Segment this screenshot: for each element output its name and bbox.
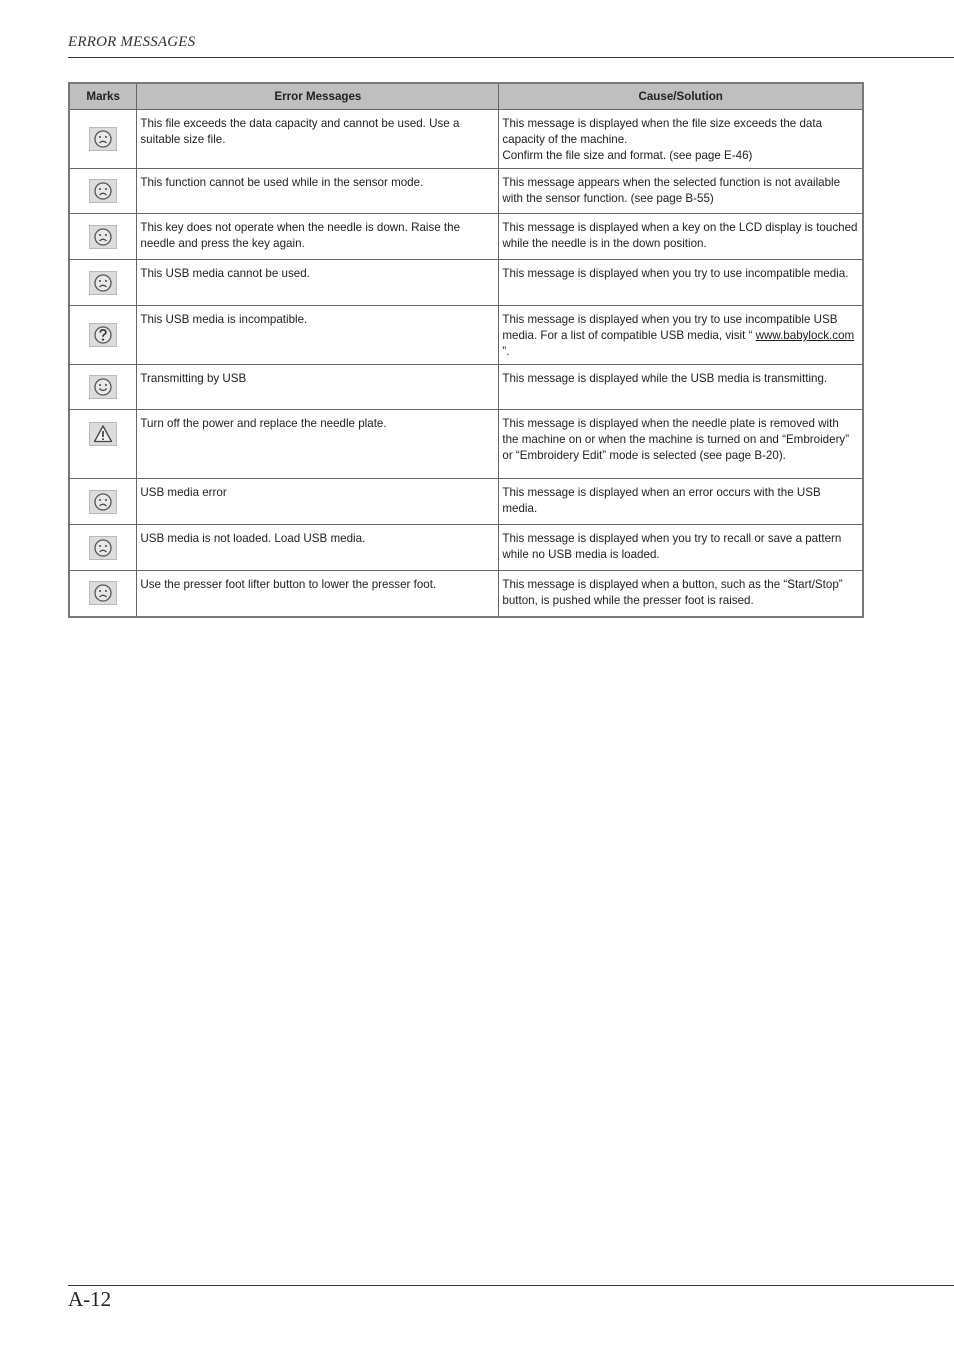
question-icon	[89, 323, 117, 347]
sad-face-icon	[89, 225, 117, 249]
cause-solution: This message is displayed when an error occurs with the USB media.	[499, 479, 863, 525]
table-row	[69, 306, 863, 365]
cause-solution: This message is displayed when you try to use incompatible media.	[499, 260, 863, 306]
mark-cell	[69, 169, 137, 214]
warning-icon	[89, 422, 117, 446]
sad-face-icon	[89, 490, 117, 514]
cause-solution	[499, 306, 863, 365]
footer-rule	[68, 1285, 954, 1286]
cause-text-end: ”.	[502, 345, 510, 358]
mark-cell	[69, 260, 137, 306]
table-row	[69, 410, 863, 479]
sad-face-icon	[89, 127, 117, 151]
error-message: USB media is not loaded. Load USB media.	[137, 525, 499, 571]
sad-face-icon	[89, 179, 117, 203]
error-messages-table	[68, 82, 864, 618]
column-header-error-messages: Error Messages	[137, 83, 499, 110]
cause-solution: This message is displayed when you try to recall or save a pattern while no USB media is loaded.	[499, 525, 863, 571]
mark-cell	[69, 365, 137, 410]
cause-solution: This message is displayed when the needle plate is removed with the machine on or when the machine is turned on and “Embroidery” or “Embroidery Edit” mode is selected (see page B-20).	[499, 410, 863, 479]
mark-cell	[69, 571, 137, 617]
table-row	[69, 169, 863, 214]
header-rule	[68, 57, 954, 58]
sad-face-icon	[89, 271, 117, 295]
error-message: USB media error	[137, 479, 499, 525]
table-header-row	[69, 83, 863, 110]
table-row	[69, 525, 863, 571]
error-message: Turn off the power and replace the needle plate.	[137, 410, 499, 479]
error-message: This function cannot be used while in the sensor mode.	[137, 169, 499, 214]
error-message: This USB media cannot be used.	[137, 260, 499, 306]
sad-face-icon	[89, 536, 117, 560]
mark-cell	[69, 110, 137, 169]
column-header-cause-solution: Cause/Solution	[499, 83, 863, 110]
error-message: This file exceeds the data capacity and cannot be used. Use a suitable size file.	[137, 110, 499, 169]
table-row	[69, 365, 863, 410]
section-title: ERROR MESSAGES	[68, 34, 196, 50]
cause-line: Confirm the file size and format. (see page E-46)	[502, 149, 753, 162]
error-message: Use the presser foot lifter button to lower the presser foot.	[137, 571, 499, 617]
cause-text: This message is displayed when you try to use incompatible USB media. For a list of compatible USB media, visit “	[502, 313, 838, 342]
error-message: This USB media is incompatible.	[137, 306, 499, 365]
mark-cell	[69, 410, 137, 479]
table-row	[69, 260, 863, 306]
cause-solution: This message is displayed while the USB media is transmitting.	[499, 365, 863, 410]
table-row	[69, 110, 863, 169]
error-message: This key does not operate when the needle is down. Raise the needle and press the key again.	[137, 214, 499, 260]
babylock-link[interactable]: www.babylock.com	[755, 329, 855, 342]
column-header-marks: Marks	[69, 83, 137, 110]
mark-cell	[69, 525, 137, 571]
cause-solution: This message is displayed when a button, such as the “Start/Stop” button, is pushed while the presser foot is raised.	[499, 571, 863, 617]
cause-solution: This message is displayed when a key on the LCD display is touched while the needle is in the down position.	[499, 214, 863, 260]
cause-line: This message is displayed when the file size exceeds the data capacity of the machine.	[502, 117, 823, 146]
page-number: A-12	[68, 1287, 112, 1311]
cause-solution: This message appears when the selected function is not available with the sensor function. (see page B-55)	[499, 169, 863, 214]
table-row	[69, 214, 863, 260]
error-message: Transmitting by USB	[137, 365, 499, 410]
cause-solution	[499, 110, 863, 169]
table-row	[69, 571, 863, 617]
mark-cell	[69, 306, 137, 365]
sad-face-icon	[89, 581, 117, 605]
mark-cell	[69, 214, 137, 260]
mark-cell	[69, 479, 137, 525]
table-row	[69, 479, 863, 525]
smile-face-icon	[89, 375, 117, 399]
